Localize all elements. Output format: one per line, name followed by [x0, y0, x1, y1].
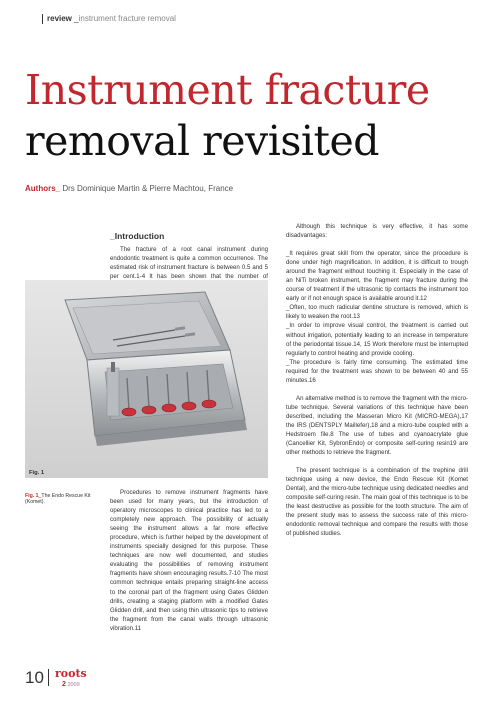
- header-separator: _: [74, 14, 79, 24]
- author-line: [25, 184, 233, 193]
- header-subject: instrument fracture removal: [78, 14, 176, 24]
- paragraph: Although this technique is very effective, it has some disadvantages:: [286, 223, 468, 240]
- magazine-logo: roots: [55, 667, 87, 680]
- running-header: [42, 14, 176, 24]
- figure-photo-endo-rescue-kit: [25, 280, 268, 478]
- figure-caption: [25, 493, 105, 505]
- endo-kit-illustration: [25, 280, 268, 478]
- caption-text: _The Endo Rescue Kit (Komet).: [25, 493, 91, 505]
- authors-label: Authors_: [25, 184, 61, 193]
- paragraph: Procedures to remove instrument fragments have been used for many years, but the introduction of operatory microscopes to clinical practice has led to a completely new approach. The possibility of actually seeing the instrument allows a far more effective procedure, which is further helped by the development of instruments specially designed for this purpose. These techniques are now well documented, and studies evaluating the possibilities of removing instrument fragments have shown encouraging results.7-10 The most common technique entails preparing straight-line access to the coronal part of the fragment using Gates Glidden drills, creating a staging platform with a modified Gates Glidden drill, and then using thin ultrasonic tips to retrieve the fragment from the canal walls through ultrasonic vibration.11: [110, 489, 268, 632]
- page-number: 10: [25, 668, 44, 687]
- issue-year: 2009: [67, 682, 80, 688]
- paragraph: An alternative method is to remove the fragment with the micro-tube technique. Several variations of this technique have been described, including the Masseran Micro Kit (MICRO-MEGA),17 the IRS (DENTSPLY Maillefer),18 and a micro-tube coupled with a Hedstroem file.8 The use of tubes and cyanoacrylate glue (Cancellier Kit, SybronEndo) or composite self-curing resin19 are other methods to retrieve the fragment.: [286, 394, 468, 457]
- section-heading-introduction: _Introduction: [110, 231, 165, 241]
- paragraph: The fracture of a root canal instrument during endodontic treatment is quite a common occurrence. The estimated risk of instrument fracture is between 0.5 and 5 per cent.1-4 It has been shown that the number of: [110, 246, 268, 281]
- article-title-line1: Instrument fracture: [25, 66, 430, 114]
- header-section: review: [47, 14, 72, 24]
- issue-num: 2: [62, 681, 66, 688]
- paragraph: The present technique is a combination of the trephine drill technique using a new device, the Endo Rescue Kit (Komet Dental), and the micro-tube technique using dedicated needles and composite self-curing resin. The main goal of this technique is to be the least destructive as possible for the tooth structure. The aim of the present study was to assess the success rate of this micro-endodontic removal technique and compare the results with those of published studies.: [286, 467, 468, 538]
- list-item: _Often, too much radicular dentine structure is removed, which is likely to weaken the root.13: [286, 304, 468, 321]
- column-1-bottom: [110, 488, 268, 633]
- authors-names: Drs Dominique Martin & Pierre Machtou, France: [62, 184, 234, 193]
- figure-label: Fig. 1: [29, 470, 45, 476]
- footer-divider: [48, 669, 49, 686]
- list-item: _The procedure is fairly time consuming. The estimated time required for the treatment was shown to be between 40 and 55 minutes.16: [286, 358, 468, 384]
- caption-label: Fig. 1: [25, 493, 39, 499]
- list-item: _It requires great skill from the operator, since the procedure is done under high magnification. In addition, it is difficult to trough around the fragment without touching it. Especially in the case of an NiTi broken instrument, the fragment may fracture during the course of treatment if the ultrasonic tip contacts the instrument too early or if not enough space is available around it.12: [286, 250, 468, 303]
- header-divider: [42, 14, 43, 24]
- article-title-line2: removal revisited: [25, 117, 379, 165]
- column-2: [286, 222, 468, 539]
- issue-number: [62, 681, 80, 688]
- list-item: _In order to improve visual control, the treatment is carried out without irrigation, potentially leading to an increase in temperature of the periodontal tissue.14, 15 Work therefore must be interrupted regularly to control heating and provide cooling.: [286, 322, 468, 357]
